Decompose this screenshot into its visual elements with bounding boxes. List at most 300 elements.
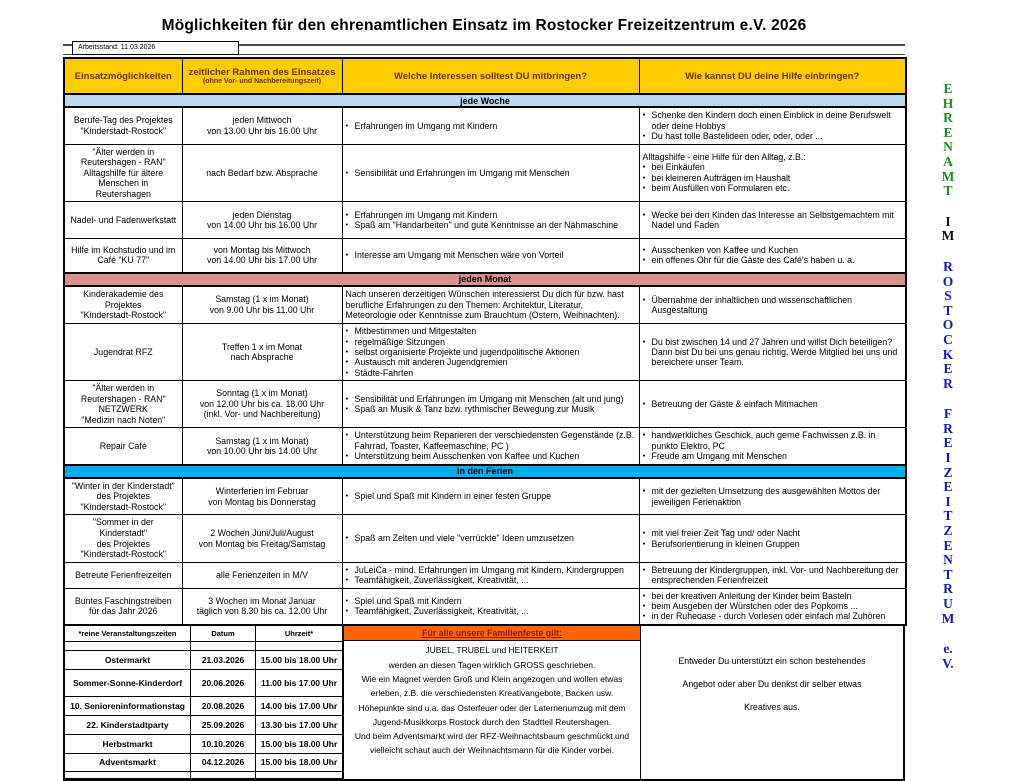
activity-cell bbox=[64, 515, 182, 562]
banner-letter: O bbox=[942, 273, 954, 289]
bullet-item bbox=[346, 451, 636, 461]
time-cell bbox=[182, 478, 342, 515]
activity-cell bbox=[64, 239, 182, 273]
bullet-item bbox=[346, 168, 636, 178]
bottom-section bbox=[63, 626, 905, 781]
time-cell bbox=[182, 588, 342, 625]
time-cell bbox=[182, 286, 342, 324]
time-cell bbox=[182, 107, 342, 144]
bullet-item bbox=[346, 533, 636, 543]
bullet-text: Städte-Fahrten bbox=[354, 367, 414, 378]
interests-cell bbox=[342, 202, 639, 239]
family-note-line: Und beim Adventsmarkt wird der RFZ-Weihnachtsbaum geschmückt und vielleicht schaut auch der Weihnachtsmann für die Kinder vorbei. bbox=[354, 731, 630, 756]
bullet-text: mit viel freier Zeit Tag und/ oder Nacht bbox=[651, 528, 800, 539]
spacer bbox=[65, 642, 191, 650]
bullet-text: Erfahrungen im Umgang mit Kindern bbox=[354, 120, 498, 131]
bullet-item bbox=[643, 451, 903, 461]
activity-line: "Winter in der Kinderstadt" bbox=[71, 480, 175, 491]
time-line: von 10.00 Uhr bis 14.00 Uhr bbox=[206, 446, 318, 457]
help-cell bbox=[639, 428, 906, 465]
time-line: von 14.00 Uhr bis 16.00 Uhr bbox=[206, 220, 318, 231]
side-note-line: Kreatives aus. bbox=[744, 701, 800, 712]
table-row bbox=[64, 588, 906, 625]
status-date: Arbeitsstand: 11.03.2026 bbox=[72, 41, 239, 55]
banner-letter: K bbox=[942, 346, 954, 362]
activity-cell bbox=[64, 202, 182, 239]
spacer bbox=[256, 642, 343, 650]
time-cell bbox=[182, 381, 342, 428]
bullet-item bbox=[643, 183, 903, 193]
bullet-item bbox=[643, 430, 903, 451]
time-cell bbox=[182, 428, 342, 465]
bullet-text: Unterstützung beim Reparieren der verschiedensten Gegenstände (z.B. Fahrrad, Toaster, Kaffeemaschine, PC ) bbox=[354, 430, 635, 451]
time-line: von 14.00 Uhr bis 17.00 Uhr bbox=[206, 255, 318, 266]
bullet-marker: ▪ bbox=[642, 601, 646, 610]
bullet-text: Spaß an Musik & Tanz bzw. rythmischer Bewegung zur Musik bbox=[354, 404, 595, 415]
bullet-item bbox=[346, 250, 636, 260]
banner-letter: F bbox=[943, 406, 953, 422]
bullet-marker: • bbox=[345, 533, 349, 543]
banner-letter: T bbox=[943, 508, 953, 524]
help-cell bbox=[639, 286, 906, 324]
bullet-text: Interesse am Umgang mit Menschen wäre von Vorteil bbox=[354, 250, 564, 261]
bullet-item bbox=[643, 611, 903, 621]
section-label: jede Woche bbox=[64, 94, 906, 107]
event-row bbox=[65, 735, 343, 754]
help-cell bbox=[639, 107, 906, 144]
interests-cell bbox=[342, 381, 639, 428]
bullet-item bbox=[643, 528, 903, 538]
event-date: 10.10.2026 bbox=[191, 735, 256, 753]
bullet-text: Freude am Umgang mit Menschen bbox=[651, 451, 787, 462]
banner-word-ev bbox=[934, 642, 962, 671]
bullet-item bbox=[346, 357, 636, 367]
help-cell bbox=[639, 381, 906, 428]
activity-line: Repair Café bbox=[99, 440, 147, 451]
bullet-text: Austausch mit anderen Jugendgremien bbox=[354, 357, 508, 368]
bullet-item bbox=[346, 210, 636, 220]
activity-cell bbox=[64, 286, 182, 324]
time-line: täglich von 8.30 bis ca. 12.00 Uhr bbox=[196, 606, 328, 617]
banner-letter: R bbox=[943, 110, 953, 126]
cell-text: Nach unseren derzeitigen Wünschen interessierst Du dich für bzw. hast berufliche Erfahrungen zu den Themen: Architektur, Literatur, Meteorologie oder Kenntnisse zum Brauchtum (Ostern, Weihnachten). bbox=[345, 289, 624, 321]
activity-line: Hilfe im Kochstudio und im bbox=[71, 244, 176, 255]
bullet-text: Wecke bei den Kinden das Interesse an Selbstgemachtem mit Nadel und Faden bbox=[651, 209, 894, 231]
bullet-marker: • bbox=[345, 167, 349, 177]
bullet-marker: • bbox=[345, 220, 349, 230]
bullet-text: Teamfähigkeit, Zuverlässigkeit, Kreativität, ... bbox=[354, 575, 529, 586]
bullet-item bbox=[643, 245, 903, 255]
activity-cell bbox=[64, 562, 182, 588]
activity-cell bbox=[64, 478, 182, 515]
help-cell bbox=[639, 515, 906, 562]
activity-line: "Älter werden in Reutershagen - RAN" bbox=[80, 383, 166, 404]
banner-letter: E bbox=[943, 124, 953, 140]
events-table bbox=[63, 626, 343, 781]
bullet-marker: • bbox=[345, 393, 349, 403]
interests-cell bbox=[342, 324, 639, 381]
page-title: Möglichkeiten für den ehrenamtlichen Einsatz im Rostocker Freizeitzentrum e.V. 2026 bbox=[161, 17, 807, 34]
event-time: 15.00 bis 18.00 Uhr bbox=[256, 651, 343, 669]
bullet-marker: • bbox=[345, 564, 349, 574]
banner-letter: H bbox=[942, 95, 954, 111]
activity-line: "Kinderstadt-Rostock" bbox=[80, 125, 166, 136]
event-name: 10. Senioreninformationstag bbox=[65, 697, 191, 715]
column-header-label: Wie kannst DU deine Hilfe einbringen? bbox=[685, 70, 860, 82]
bullet-item bbox=[643, 337, 903, 368]
bullet-text: mit der gezielten Umsetzung des ausgewählten Mottos der jeweiligen Ferienaktion bbox=[651, 486, 881, 507]
events-header-time: Uhrzeit* bbox=[256, 626, 343, 641]
activity-cell bbox=[64, 428, 182, 465]
banner-word-freizeitzentrum bbox=[934, 407, 962, 626]
interests-cell bbox=[342, 428, 639, 465]
bullet-marker: • bbox=[345, 367, 349, 377]
activity-line: Kinderakademie des Projektes bbox=[83, 289, 164, 310]
event-date: 21.03.2026 bbox=[191, 651, 256, 669]
event-date: 20.08.2026 bbox=[191, 697, 256, 715]
bullet-item bbox=[643, 255, 903, 265]
bullet-marker: ▪ bbox=[642, 183, 646, 193]
activity-cell bbox=[64, 144, 182, 202]
bullet-marker: • bbox=[345, 404, 349, 414]
time-cell bbox=[182, 144, 342, 202]
interests-cell bbox=[342, 588, 639, 625]
bullet-item bbox=[643, 601, 903, 611]
bullet-text: bei der kreativen Anleitung der Kinder beim Basteln bbox=[651, 590, 852, 601]
spacer bbox=[191, 772, 256, 778]
time-line: von Montag bis Freitag/Samstag bbox=[198, 538, 326, 549]
bullet-item bbox=[346, 404, 636, 414]
banner-letter: E bbox=[943, 479, 953, 495]
time-cell bbox=[182, 239, 342, 273]
help-cell bbox=[639, 144, 906, 202]
time-line: nach Absprache bbox=[230, 352, 294, 363]
banner-word-rostocker bbox=[934, 260, 962, 391]
banner-letter: O bbox=[942, 317, 954, 333]
bullet-marker: ▪ bbox=[642, 451, 646, 461]
banner-letter: V. bbox=[942, 655, 954, 671]
spacer bbox=[191, 642, 256, 650]
family-note-line: werden an diesen Tagen wirklich GROSS geschrieben. bbox=[388, 659, 596, 670]
section-row bbox=[64, 465, 906, 478]
banner-letter: T bbox=[943, 566, 953, 582]
activity-line: des Projektes bbox=[96, 538, 150, 549]
bullet-item bbox=[346, 121, 636, 131]
banner-letter: M bbox=[941, 610, 955, 626]
interests-cell bbox=[342, 107, 639, 144]
bullet-marker: • bbox=[345, 430, 349, 440]
bullet-marker: • bbox=[345, 346, 349, 356]
activity-line: Jugendrat RFZ bbox=[93, 346, 153, 357]
bullet-text: Sensibilität und Erfahrungen im Umgang mit Menschen bbox=[354, 167, 570, 178]
bullet-item bbox=[346, 368, 636, 378]
event-time: 15.00 bis 18.00 Uhr bbox=[256, 735, 343, 753]
column-header bbox=[64, 58, 182, 94]
interests-cell bbox=[342, 515, 639, 562]
event-time: 11.00 bis 17.00 Uhr bbox=[256, 670, 343, 696]
bullet-text: Du hast tolle Bastelideen oder, oder, oder ... bbox=[651, 130, 823, 141]
banner-letter: C bbox=[943, 331, 953, 347]
bullet-item bbox=[346, 394, 636, 404]
column-header-label: zeitlicher Rahmen des Einsatzes bbox=[188, 67, 336, 78]
event-row bbox=[65, 716, 343, 735]
document-content bbox=[63, 57, 905, 781]
banner-letter: E bbox=[943, 537, 953, 553]
bullet-text: Teamfähigkeit, Zuverlässigkeit, Kreativität, ... bbox=[354, 606, 529, 617]
bullet-marker: ▪ bbox=[642, 430, 646, 440]
time-line: Winterferien im Februar bbox=[215, 486, 309, 497]
table-row bbox=[64, 239, 906, 273]
column-header bbox=[182, 58, 342, 94]
bullet-marker: ▪ bbox=[642, 255, 646, 265]
table-row bbox=[64, 144, 906, 202]
time-line: alle Ferienzeiten in M/V bbox=[216, 569, 308, 580]
events-spacer-row bbox=[65, 772, 343, 779]
banner-letter: I bbox=[945, 213, 951, 229]
activity-line: Betreute Ferienfreizeiten bbox=[75, 569, 172, 580]
bullet-item bbox=[643, 173, 903, 183]
activity-line: NETZWERK bbox=[98, 404, 148, 415]
section-label: in den Ferien bbox=[64, 465, 906, 478]
section-row bbox=[64, 94, 906, 107]
bullet-item bbox=[346, 220, 636, 230]
banner-word-ehrenamt bbox=[934, 82, 962, 199]
bullet-item bbox=[346, 347, 636, 357]
bullet-text: beim Ausfüllen von Formularen etc. bbox=[651, 183, 790, 194]
event-name: Ostermarkt bbox=[65, 651, 191, 669]
bullet-text: Sensibilität und Erfahrungen im Umgang mit Menschen (alt und jung) bbox=[354, 393, 624, 404]
event-row bbox=[65, 754, 343, 772]
time-cell bbox=[182, 562, 342, 588]
activity-line: für das Jahr 2026 bbox=[89, 606, 158, 617]
family-festival-note bbox=[343, 626, 641, 781]
bullet-text: Betreuung der Gäste & einfach Mitmachen bbox=[651, 399, 818, 410]
column-header bbox=[639, 58, 906, 94]
bullet-text: Unterstützung beim Ausschenken von Kaffee und Kuchen bbox=[354, 451, 580, 462]
family-note-header: Für alle unsere Familienfeste gilt: bbox=[344, 626, 640, 641]
column-header-label: Welche Interessen solltest DU mitbringen? bbox=[393, 70, 588, 82]
activity-line: "Medizin nach Noten" bbox=[81, 414, 166, 425]
bullet-marker: ▪ bbox=[642, 399, 646, 409]
banner-letter: N bbox=[943, 139, 953, 155]
banner-letter: Z bbox=[943, 523, 953, 539]
banner-letter: N bbox=[943, 552, 953, 568]
bullet-item bbox=[643, 486, 903, 507]
bullet-text: handwerkliches Geschick, auch gerne Fachwissen z.B. in punkto Elektro, PC bbox=[651, 430, 876, 451]
bullet-marker: ▪ bbox=[642, 209, 646, 219]
side-note-line: Angebot oder aber Du denkst dir selber etwas bbox=[682, 678, 862, 689]
bullet-marker: • bbox=[345, 606, 349, 616]
time-cell bbox=[182, 202, 342, 239]
time-line: jeden Dienstag bbox=[232, 209, 292, 220]
activity-line: Café "KU 77" bbox=[97, 255, 150, 266]
bullet-marker: • bbox=[345, 336, 349, 346]
bullet-text: ein offenes Ohr für die Gäste des Café's haben u. a. bbox=[651, 255, 855, 266]
interests-cell bbox=[342, 562, 639, 588]
time-line: von 13.00 Uhr bis 16.00 Uhr bbox=[206, 125, 318, 136]
bullet-item bbox=[346, 606, 636, 616]
event-row bbox=[65, 651, 343, 670]
bullet-marker: ▪ bbox=[642, 611, 646, 621]
activity-line: Berufe-Tag des Projektes bbox=[73, 115, 173, 126]
event-time: 14.00 bis 17.00 Uhr bbox=[256, 697, 343, 715]
time-line: 2 Wochen Juni/Juli/August bbox=[210, 527, 314, 538]
banner-letter: R bbox=[943, 375, 953, 391]
table-row bbox=[64, 107, 906, 144]
banner-letter: e. bbox=[943, 641, 953, 657]
activity-line: Nadel- und Fadenwerkstatt bbox=[70, 214, 177, 225]
activity-line: "Kinderstadt-Rostock" bbox=[80, 501, 166, 512]
bullet-item bbox=[346, 565, 636, 575]
bullet-marker: • bbox=[345, 357, 349, 367]
family-note-body bbox=[344, 641, 640, 761]
banner-word-im bbox=[934, 215, 962, 244]
activity-cell bbox=[64, 324, 182, 381]
events-header-row bbox=[65, 626, 343, 642]
bullet-marker: ▪ bbox=[642, 528, 646, 538]
interests-cell bbox=[342, 286, 639, 324]
bullet-marker: • bbox=[345, 209, 349, 219]
bullet-text: regelmäßige Sitzungen bbox=[354, 336, 445, 347]
activity-cell bbox=[64, 588, 182, 625]
activity-line: "Sommer in der Kinderstadt" bbox=[92, 517, 154, 538]
vertical-banner bbox=[934, 82, 962, 687]
banner-letter: Z bbox=[943, 464, 953, 480]
banner-letter: A bbox=[943, 153, 953, 169]
bullet-item bbox=[643, 110, 903, 131]
event-date: 20.06.2026 bbox=[191, 670, 256, 696]
time-line: Sonntag (1 x im Monat) bbox=[216, 388, 308, 399]
cell-intro: Alltagshilfe - eine Hilfe für den Alltag, z.B.: bbox=[642, 152, 806, 163]
bullet-item bbox=[346, 575, 636, 585]
banner-letter: E bbox=[943, 361, 953, 377]
column-header-label: Einsatzmöglichkeiten bbox=[74, 70, 172, 82]
event-name: Adventsmarkt bbox=[65, 754, 191, 771]
bullet-marker: ▪ bbox=[642, 245, 646, 255]
time-line: jeden Mittwoch bbox=[232, 115, 292, 126]
table-row bbox=[64, 515, 906, 562]
time-line: nach Bedarf bzw. Absprache bbox=[206, 167, 318, 178]
banner-letter: T bbox=[943, 183, 953, 199]
time-line: (inkl. Vor- und Nachbereitung) bbox=[203, 409, 321, 420]
activity-line: des Projektes bbox=[96, 491, 150, 502]
banner-letter: I bbox=[945, 493, 951, 509]
bullet-item bbox=[643, 162, 903, 172]
bullet-item bbox=[346, 596, 636, 606]
help-cell bbox=[639, 239, 906, 273]
activity-cell bbox=[64, 107, 182, 144]
interests-cell bbox=[342, 144, 639, 202]
column-header-sub: (ohne Vor- und Nachbereitungszeit) bbox=[202, 78, 322, 85]
banner-letter: I bbox=[945, 450, 951, 466]
banner-letter: T bbox=[943, 302, 953, 318]
spacer bbox=[65, 772, 191, 778]
time-line: von Montag bis Donnerstag bbox=[208, 496, 316, 507]
bullet-item bbox=[643, 539, 903, 549]
time-line: Samstag (1 x im Monat) bbox=[215, 294, 309, 305]
help-cell bbox=[639, 562, 906, 588]
events-header-label: *reine Veranstaltungszeiten bbox=[65, 626, 191, 641]
bullet-item bbox=[643, 210, 903, 231]
time-line: Treffen 1 x im Monat bbox=[221, 341, 303, 352]
table-row bbox=[64, 381, 906, 428]
bullet-marker: ▪ bbox=[642, 538, 646, 548]
table-row bbox=[64, 324, 906, 381]
activity-line: Alltagshilfe für ältere Menschen in bbox=[83, 167, 164, 189]
column-header bbox=[342, 58, 639, 94]
help-cell bbox=[639, 202, 906, 239]
bullet-text: JuLeiCa - mind. Erfahrungen im Umgang mit Kindern, Kindergruppen bbox=[354, 564, 624, 575]
activity-line: "Kinderstadt-Rostock" bbox=[80, 549, 166, 560]
bullet-text: Berufsorientierung in kleinen Gruppen bbox=[651, 538, 800, 549]
activity-cell bbox=[64, 381, 182, 428]
event-date: 04.12.2026 bbox=[191, 754, 256, 771]
table-row bbox=[64, 202, 906, 239]
table-row bbox=[64, 286, 906, 324]
events-header-date: Datum bbox=[191, 626, 256, 641]
bullet-item bbox=[346, 326, 636, 336]
bullet-text: selbst organisierte Projekte und jugendpolitische Aktionen bbox=[354, 346, 580, 357]
bullet-marker: ▪ bbox=[642, 110, 646, 120]
activity-line: Buntes Faschingstreiben bbox=[74, 595, 172, 606]
section-row bbox=[64, 273, 906, 286]
main-table-header-row bbox=[64, 58, 906, 94]
event-row bbox=[65, 697, 343, 716]
main-table bbox=[63, 57, 907, 626]
bullet-item bbox=[643, 399, 903, 409]
time-line: von 9.00 Uhr bis 11.00 Uhr bbox=[209, 304, 315, 315]
banner-letter: R bbox=[943, 258, 953, 274]
event-time: 13.30 bis 17.00 Uhr bbox=[256, 716, 343, 734]
bullet-marker: • bbox=[345, 120, 349, 130]
event-name: Sommer-Sonne-Kinderdorf bbox=[65, 670, 191, 696]
table-row bbox=[64, 562, 906, 588]
family-note-line: JUBEL, TRUBEL und HEITERKEIT bbox=[425, 644, 559, 655]
bullet-marker: ▪ bbox=[642, 486, 646, 496]
bullet-marker: • bbox=[345, 250, 349, 260]
bullet-text: in der Ruheoase - durch Vorlesen oder einfach mal Zuhören bbox=[651, 611, 886, 622]
bullet-text: Ausschenken von Kaffee und Kuchen bbox=[651, 245, 799, 256]
bullet-marker: • bbox=[345, 491, 349, 501]
bullet-text: Betreuung der Kindergruppen, inkl. Vor- und Nachbereitung der entsprechenden Ferienfreizeit bbox=[651, 564, 899, 586]
banner-letter: R bbox=[943, 420, 953, 436]
bullet-text: Spiel und Spaß mit Kindern in einer festen Gruppe bbox=[354, 491, 552, 502]
event-name: Herbstmarkt bbox=[65, 735, 191, 753]
family-note-line: Höhepunkte sind u.a. das Osterfeuer oder der Laternenumzug mit dem Jugend-Musikkorps Rostock durch den Stadtteil Reutershagen. bbox=[358, 702, 626, 727]
family-note-line: Wie ein Magnet werden Groß und Klein angezogen und wollen etwas erleben, z.B. die verschiedensten Kreativangebote, Backen usw. bbox=[361, 674, 623, 699]
bullet-item bbox=[643, 295, 903, 316]
help-cell bbox=[639, 478, 906, 515]
banner-letter: E bbox=[943, 435, 953, 451]
spacer bbox=[256, 772, 343, 778]
bullet-text: bei kleineren Aufträgen im Haushalt bbox=[651, 172, 791, 183]
help-cell bbox=[639, 324, 906, 381]
interests-cell bbox=[342, 478, 639, 515]
bullet-item bbox=[346, 430, 636, 451]
banner-letter: E bbox=[943, 81, 953, 96]
banner-letter: R bbox=[943, 581, 953, 597]
bullet-text: Spiel und Spaß mit Kindern bbox=[354, 595, 462, 606]
help-cell bbox=[639, 588, 906, 625]
bullet-marker: ▪ bbox=[642, 130, 646, 140]
side-note-line: Entweder Du unterstützt ein schon bestehendes bbox=[678, 655, 866, 666]
bullet-item bbox=[346, 337, 636, 347]
bullet-text: Du bist zwischen 14 und 27 Jahren und willst Dich beteiligen? Dann bist Du bei uns genau richtig. Werde Mitglied bei uns und bereichere unser Team. bbox=[651, 336, 898, 368]
time-line: 3 Wochen im Monat Januar bbox=[208, 595, 316, 606]
bullet-text: beim Ausgeben der Würstchen oder des Popkorns ... bbox=[651, 601, 858, 611]
event-name: 22. Kinderstadtparty bbox=[65, 716, 191, 734]
banner-letter: S bbox=[944, 288, 952, 304]
